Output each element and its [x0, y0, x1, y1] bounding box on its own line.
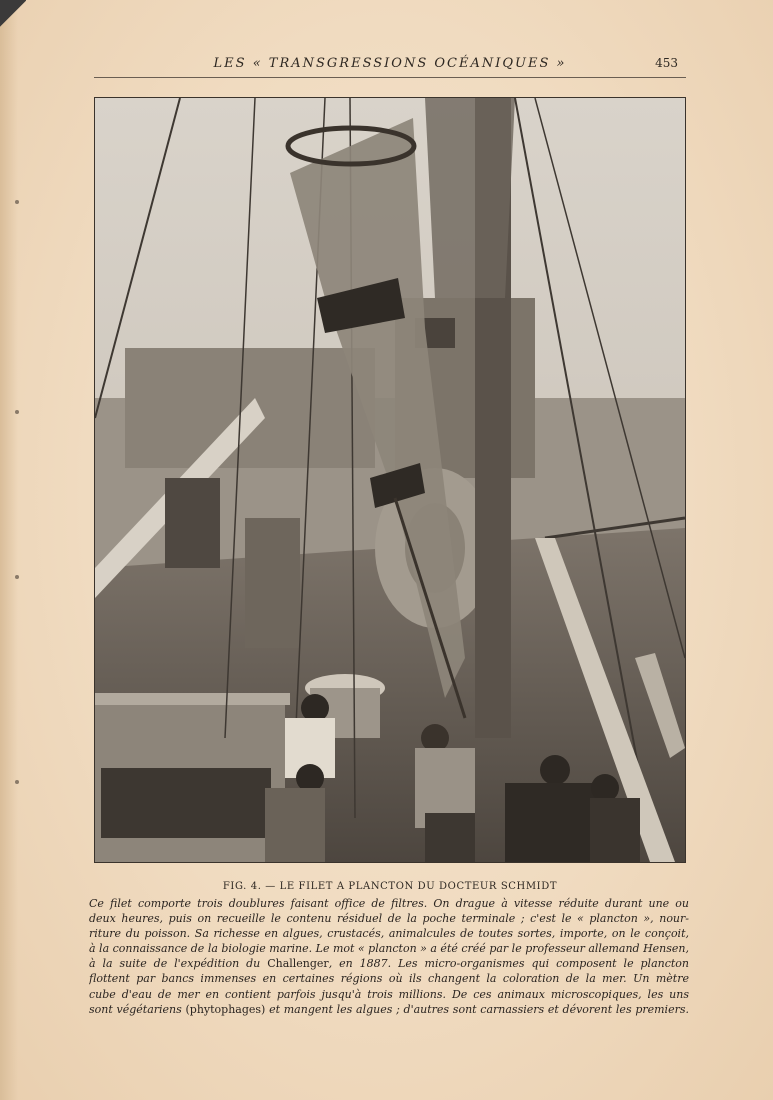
running-header — [94, 55, 686, 78]
text-line — [89, 971, 689, 986]
text-line — [89, 987, 689, 1002]
page-number: 453 — [655, 56, 678, 70]
binding-hole — [15, 410, 19, 414]
text-run: et mangent les algues ; d'autres sont carnassiers et dévorent les premiers. — [265, 1002, 689, 1016]
text-line — [89, 956, 689, 971]
caption-body-text — [89, 896, 689, 1017]
text-run: cube d'eau de mer en contient parfois jusqu'à trois millions. De ces animaux microscopiques, les uns — [89, 987, 689, 1001]
plankton-net-deck-scene — [95, 98, 685, 862]
text-run: , en 1887. Les micro-organismes qui composent le plancton — [328, 957, 689, 971]
halftone-photograph — [94, 97, 686, 863]
text-run: deux heures, puis on recueille le contenu résiduel de la poche terminale ; c'est le « plancton », nour- — [89, 912, 689, 926]
text-line — [89, 896, 689, 911]
binding-hole — [15, 780, 19, 784]
text-run: Ce filet comporte trois doublures faisant office de filtres. On drague à vitesse réduite durant une ou — [89, 897, 689, 910]
figure-caption: FIG. 4. — LE FILET A PLANCTON DU DOCTEUR SCHMIDT — [222, 881, 558, 892]
running-title: LES « TRANSGRESSIONS OCÉANIQUES » — [213, 56, 567, 71]
ship-name: Challenger — [267, 957, 329, 971]
text-run: riture du poisson. Sa richesse en algues, crustacés, animalcules de toutes sortes, importe, on le conçoit, — [89, 927, 689, 941]
page-edge-shadow — [0, 0, 18, 1100]
text-line — [89, 941, 689, 956]
dark-corner — [0, 0, 26, 40]
text-run: à la connaissance de la biologie marine. Le mot « plancton » a été créé par le professeur allemand Hensen, — [89, 942, 689, 956]
term-phytophages: (phytophages) — [185, 1002, 266, 1016]
binding-hole — [15, 575, 19, 579]
text-line — [89, 911, 689, 926]
text-run: sont végétariens — [89, 1002, 186, 1016]
text-run: à la suite de l'expédition du — [89, 957, 268, 971]
text-line — [89, 926, 689, 941]
binding-hole — [15, 200, 19, 204]
text-run: flottent par bancs immenses en certaines régions où ils changent la coloration de la mer. Un mètre — [89, 972, 689, 986]
text-line — [89, 1002, 689, 1017]
